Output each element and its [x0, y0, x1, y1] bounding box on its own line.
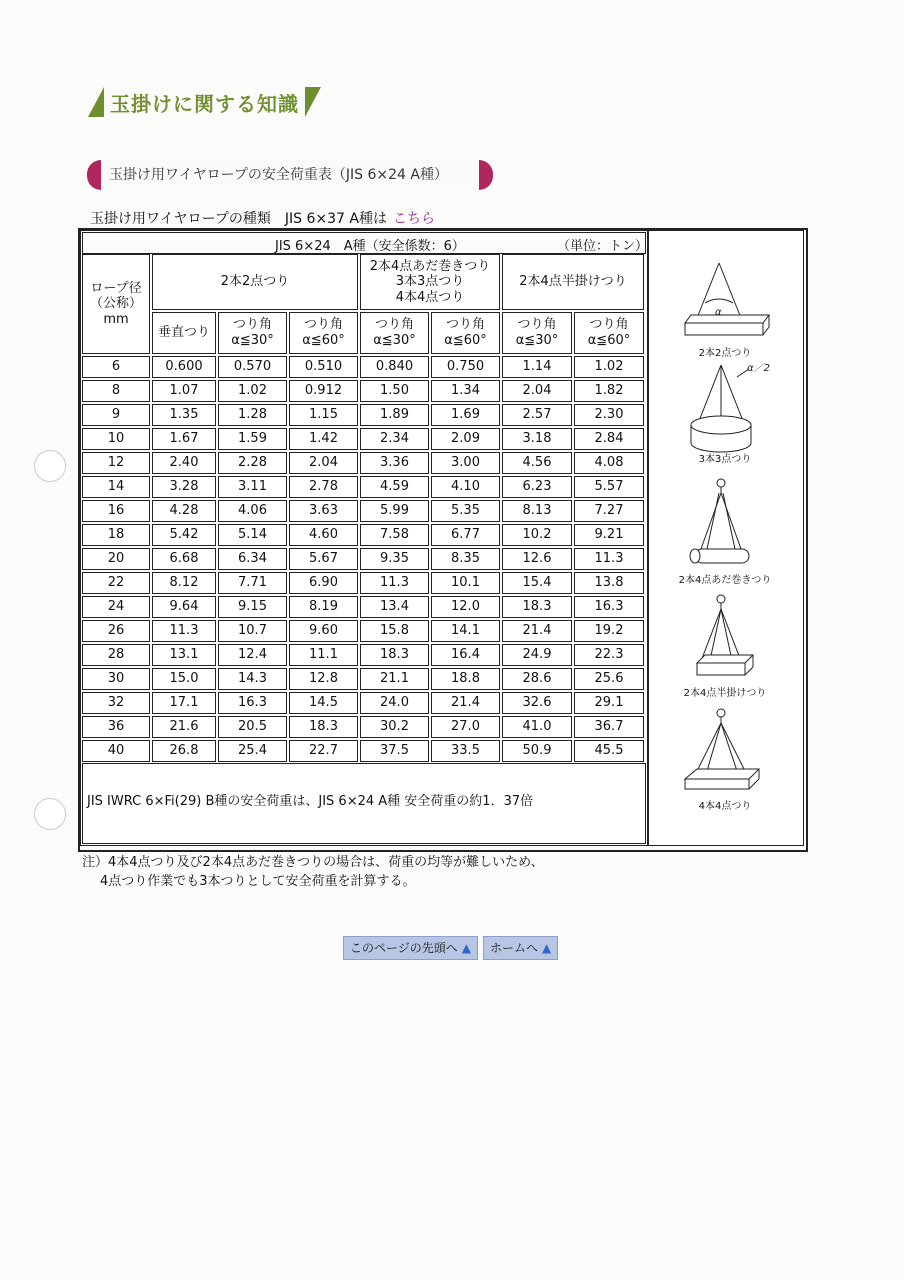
table-cell: 15.4	[502, 572, 572, 594]
table-cell: 8.19	[289, 596, 358, 618]
col-group-two-leg: 2本2点つり	[152, 254, 358, 310]
home-label: ホームへ	[490, 941, 539, 955]
table-cell: 4.28	[152, 500, 216, 522]
table-cell: 24.9	[502, 644, 572, 666]
table-cell: 1.15	[289, 404, 358, 426]
table-cell: 2.57	[502, 404, 572, 426]
col-group-wrap-three-four: 2本4点あだ巻きつり 3本3点つり 4本4点つり	[360, 254, 500, 310]
table-cell: 1.35	[152, 404, 216, 426]
table-cell: 11.3	[360, 572, 429, 594]
table-cell: 11.3	[152, 620, 216, 642]
table-cell: 16.3	[574, 596, 644, 618]
table-row-diameter: 12	[82, 452, 150, 474]
table-row-diameter: 8	[82, 380, 150, 402]
table-cell: 18.8	[431, 668, 500, 690]
table-cell: 21.6	[152, 716, 216, 738]
table-cell: 3.36	[360, 452, 429, 474]
table-cell: 12.8	[289, 668, 358, 690]
table-cell: 45.5	[574, 740, 644, 762]
table-cell: 4.10	[431, 476, 500, 498]
page-title-text: 玉掛けに関する知識	[110, 91, 299, 116]
table-cell: 29.1	[574, 692, 644, 714]
table-cell: 1.14	[502, 356, 572, 378]
table-cell: 5.99	[360, 500, 429, 522]
table-cell: 3.63	[289, 500, 358, 522]
table-cell: 18.3	[289, 716, 358, 738]
table-cell: 32.6	[502, 692, 572, 714]
table-cell: 50.9	[502, 740, 572, 762]
table-cell: 9.35	[360, 548, 429, 570]
two-leg-sling-diagram	[685, 263, 769, 335]
table-cell: 2.84	[574, 428, 644, 450]
table-row-diameter: 10	[82, 428, 150, 450]
page-top-label: このページの先頭へ	[350, 941, 458, 955]
table-cell: 30.2	[360, 716, 429, 738]
table-cell: 2.30	[574, 404, 644, 426]
up-arrow-icon: ▲	[542, 941, 552, 955]
table-cell: 10.1	[431, 572, 500, 594]
alpha-half-label: α／2	[747, 363, 770, 374]
table-cell: 7.58	[360, 524, 429, 546]
table-note	[82, 763, 646, 844]
table-cell: 16.4	[431, 644, 500, 666]
table-cell: 12.6	[502, 548, 572, 570]
table-cell: 37.5	[360, 740, 429, 762]
table-cell: 4.56	[502, 452, 572, 474]
table-cell: 2.34	[360, 428, 429, 450]
table-cell: 4.59	[360, 476, 429, 498]
table-cell: 22.3	[574, 644, 644, 666]
binder-hole-bottom	[34, 798, 66, 830]
three-leg-sling-diagram	[691, 365, 751, 452]
table-cell: 13.1	[152, 644, 216, 666]
binder-hole-top	[34, 450, 66, 482]
table-cell: 6.68	[152, 548, 216, 570]
two-leg-wrap-sling-diagram	[690, 479, 749, 563]
table-cell: 1.34	[431, 380, 500, 402]
table-cell: 3.11	[218, 476, 287, 498]
table-cell: 7.71	[218, 572, 287, 594]
table-cell: 11.3	[574, 548, 644, 570]
table-cell: 1.02	[574, 356, 644, 378]
table-cell: 4.08	[574, 452, 644, 474]
section-title-text: 玉掛け用ワイヤロープの安全荷重表（JIS 6×24 A種）	[101, 160, 479, 190]
table-cell: 14.5	[289, 692, 358, 714]
table-cell: 2.40	[152, 452, 216, 474]
table-cell: 33.5	[431, 740, 500, 762]
table-cell: 6.34	[218, 548, 287, 570]
table-cell: 1.69	[431, 404, 500, 426]
table-cell: 0.570	[218, 356, 287, 378]
table-cell: 6.23	[502, 476, 572, 498]
table-cell: 5.35	[431, 500, 500, 522]
table-cell: 21.4	[502, 620, 572, 642]
table-cell: 1.02	[218, 380, 287, 402]
table-cell: 7.27	[574, 500, 644, 522]
table-cell: 0.750	[431, 356, 500, 378]
sub-header: つり角 α≦30°	[502, 312, 572, 354]
sub-header: つり角 α≦60°	[574, 312, 644, 354]
table-cell: 17.1	[152, 692, 216, 714]
table-cell: 2.09	[431, 428, 500, 450]
table-cell: 26.8	[152, 740, 216, 762]
table-cell: 8.35	[431, 548, 500, 570]
section-title	[87, 160, 493, 190]
table-cell: 25.6	[574, 668, 644, 690]
alpha-label: α	[715, 307, 722, 318]
col-group-half-hitch: 2本4点半掛けつり	[502, 254, 644, 310]
table-cell: 5.67	[289, 548, 358, 570]
table-cell: 22.7	[289, 740, 358, 762]
table-row-diameter: 28	[82, 644, 150, 666]
table-row-diameter: 20	[82, 548, 150, 570]
table-row-diameter: 6	[82, 356, 150, 378]
footnote-line-2: 4点つり作業でも3本つりとして安全荷重を計算する。	[100, 874, 416, 889]
table-cell: 2.28	[218, 452, 287, 474]
table-cell: 13.8	[574, 572, 644, 594]
table-cell: 12.0	[431, 596, 500, 618]
table-cell: 2.04	[502, 380, 572, 402]
table-row-diameter: 18	[82, 524, 150, 546]
table-cell: 9.21	[574, 524, 644, 546]
table-cell: 1.59	[218, 428, 287, 450]
table-row-diameter: 16	[82, 500, 150, 522]
table-cell: 24.0	[360, 692, 429, 714]
table-cell: 21.1	[360, 668, 429, 690]
sub-header: 垂直つり	[152, 312, 216, 354]
table-cell: 6.90	[289, 572, 358, 594]
sub-header: つり角 α≦30°	[360, 312, 429, 354]
rope-type-line	[90, 208, 435, 228]
sub-header: つり角 α≦60°	[289, 312, 358, 354]
diagram-label-half-hitch: 2本4点半掛けつり	[683, 688, 767, 699]
table-cell: 9.64	[152, 596, 216, 618]
diagram-label-wrap: 2本4点あだ巻きつり	[678, 575, 772, 586]
table-cell: 20.5	[218, 716, 287, 738]
table-cell: 15.8	[360, 620, 429, 642]
table-cell: 10.2	[502, 524, 572, 546]
table-cell: 8.13	[502, 500, 572, 522]
table-cell: 1.28	[218, 404, 287, 426]
sub-header: つり角 α≦30°	[218, 312, 287, 354]
table-cell: 12.4	[218, 644, 287, 666]
table-row-diameter: 22	[82, 572, 150, 594]
table-cell: 13.4	[360, 596, 429, 618]
sub-header: つり角 α≦60°	[431, 312, 500, 354]
table-cell: 10.7	[218, 620, 287, 642]
table-cell: 18.3	[360, 644, 429, 666]
table-cell: 1.89	[360, 404, 429, 426]
table-row-diameter: 24	[82, 596, 150, 618]
table-header	[82, 232, 649, 254]
table-cell: 5.14	[218, 524, 287, 546]
table-cell: 9.15	[218, 596, 287, 618]
diagram-label-three-leg: 3本3点つり	[698, 454, 752, 465]
two-leg-half-hitch-diagram	[697, 595, 753, 675]
table-cell: 0.840	[360, 356, 429, 378]
sling-diagram-svg	[649, 231, 803, 845]
sling-diagrams	[648, 230, 804, 846]
diagram-label-two-leg: 2本2点つり	[698, 348, 752, 359]
home-button[interactable]	[483, 936, 558, 960]
table-cell: 8.12	[152, 572, 216, 594]
table-header-unit: （単位：トン）	[557, 239, 649, 254]
table-cell: 15.0	[152, 668, 216, 690]
table-cell: 14.1	[431, 620, 500, 642]
diagram-label-four-leg: 4本4点つり	[698, 801, 752, 812]
table-cell: 0.600	[152, 356, 216, 378]
table-cell: 27.0	[431, 716, 500, 738]
table-cell: 9.60	[289, 620, 358, 642]
table-cell: 0.510	[289, 356, 358, 378]
page-title	[88, 86, 321, 118]
table-cell: 1.42	[289, 428, 358, 450]
table-cell: 5.42	[152, 524, 216, 546]
table-cell: 36.7	[574, 716, 644, 738]
table-row-diameter: 9	[82, 404, 150, 426]
table-row-diameter: 32	[82, 692, 150, 714]
table-cell: 11.1	[289, 644, 358, 666]
table-cell: 2.04	[289, 452, 358, 474]
table-cell: 14.3	[218, 668, 287, 690]
col-header-diameter: ロープ径 （公称） mm	[82, 254, 150, 354]
table-header-main: JIS 6×24 A種（安全係数：6）	[275, 239, 465, 254]
table-cell: 25.4	[218, 740, 287, 762]
table-cell: 5.57	[574, 476, 644, 498]
up-arrow-icon: ▲	[461, 941, 471, 955]
four-leg-sling-diagram	[685, 709, 759, 789]
table-cell: 41.0	[502, 716, 572, 738]
table-row-diameter: 30	[82, 668, 150, 690]
table-cell: 6.77	[431, 524, 500, 546]
table-cell: 3.00	[431, 452, 500, 474]
table-row-diameter: 26	[82, 620, 150, 642]
table-cell: 2.78	[289, 476, 358, 498]
footnote-line-1: 注）4本4点つり及び2本4点あだ巻きつりの場合は、荷重の均等が難しいため、	[82, 855, 544, 870]
table-cell: 21.4	[431, 692, 500, 714]
footnote	[82, 853, 544, 891]
table-cell: 1.82	[574, 380, 644, 402]
table-cell: 28.6	[502, 668, 572, 690]
jis-6x37-link[interactable]: こちら	[392, 211, 435, 227]
table-cell: 16.3	[218, 692, 287, 714]
page-top-button[interactable]	[343, 936, 478, 960]
table-row-diameter: 40	[82, 740, 150, 762]
table-cell: 4.60	[289, 524, 358, 546]
table-cell: 3.18	[502, 428, 572, 450]
table-note-text: JIS IWRC 6×Fi(29) B種の安全荷重は、JIS 6×24 A種 安全荷重の約1．37倍	[87, 794, 534, 809]
table-cell: 19.2	[574, 620, 644, 642]
table-cell: 3.28	[152, 476, 216, 498]
table-cell: 0.912	[289, 380, 358, 402]
table-row-diameter: 36	[82, 716, 150, 738]
table-cell: 18.3	[502, 596, 572, 618]
rope-type-text: 玉掛け用ワイヤロープの種類 JIS 6×37 A種は	[90, 211, 387, 227]
table-cell: 1.67	[152, 428, 216, 450]
table-cell: 1.07	[152, 380, 216, 402]
table-cell: 4.06	[218, 500, 287, 522]
table-cell: 1.50	[360, 380, 429, 402]
table-row-diameter: 14	[82, 476, 150, 498]
